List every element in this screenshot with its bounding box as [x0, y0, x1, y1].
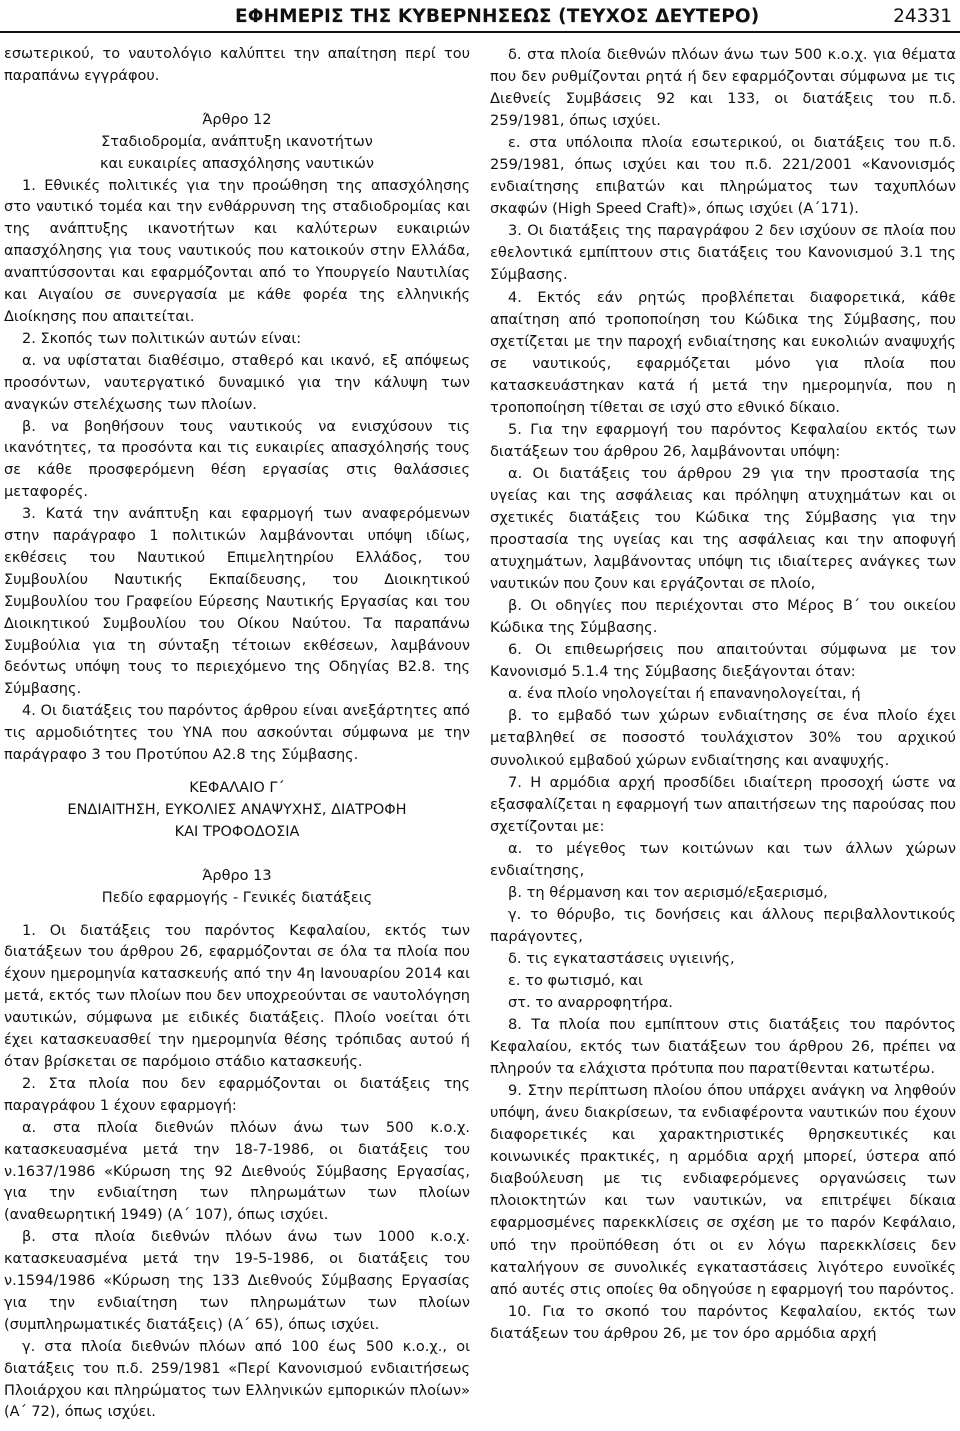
header-rule [0, 31, 960, 33]
paragraph: β. να βοηθήσουν τους ναυτικούς να ενισχύσουν τις ικανότητες, τα προσόντα και τις ευκαιρίες απασχόλησής τους σε κάθε προσφερόμενη θέση εργασίας στις θαλάσσιες μεταφορές. [4, 418, 470, 501]
chapter-heading: ΚΕΦΑΛΑΙΟ Γ΄ [189, 780, 285, 796]
paragraph: 4. Εκτός εάν ρητώς προβλέπεται διαφορετικά, κάθε απαίτηση από τροποποίηση του Κώδικα της Σύμβασης, που σχετίζεται με την παροχή ενδιαίτησης και ευκολιών αναψυχής σε ναυτικούς, εφαρμόζεται μόνο για πλοία που κατασκευάστηκαν κατά ή μετά την ημερομηνία, που η τροποποίηση τίθεται σε ισχύ στο εθνικό δίκαιο. [490, 288, 956, 416]
article-heading: Άρθρο 13 [202, 867, 272, 884]
paragraph: 9. Στην περίπτωση πλοίου όπου υπάρχει ανάγκη να ληφθούν υπόψη, άνευ διακρίσεων, τα ενδιαφέροντα ναυτικών που έχουν διαφορετικές και χαρακτηριστικές θρησκευτικές και κοινωνικές πρακτικές, η αρμόδια αρχή μπορεί, ύστερα από διαβούλευση με τις ενδιαφερόμενες οργανώσεις των πλοιοκτητών και των ναυτικών, να επιτρέψει δίκαια εφαρμοσμένες παρεκκλίσεις σε σχέση με το παρόν Κεφάλαιο, υπό την προϋπόθεση ότι οι εν λόγω παρεκκλίσεις δεν καταλήγουν σε συνολικές εγκαταστάσεις λιγότερο ευνοϊκές από αυτές στις οποίες θα οδηγούσε η εφαρμογή του παρόντος. [490, 1082, 956, 1298]
paragraph: β. το εμβαδό των χώρων ενδιαίτησης σε ένα πλοίο έχει μεταβληθεί σε ποσοστό τουλάχιστον 30% του αρχικού συνολικού εμβαδού χώρων ενδιαίτησης και αναψυχής. [490, 707, 956, 769]
article-title: Πεδίο εφαρμογής - Γενικές διατάξεις [101, 889, 373, 906]
article-title: Σταδιοδρομία, ανάπτυξη ικανοτήτων και ευκαιρίες απασχόλησης ναυτικών [100, 133, 374, 172]
paragraph: 7. Η αρμόδια αρχή προσδίδει ιδιαίτερη προσοχή ώστε να εξασφαλίζεται η εφαρμογή των απαιτήσεων της παρούσας που σχετίζονται με: [490, 773, 956, 835]
paragraph: 1. Οι διατάξεις του παρόντος Κεφαλαίου, εκτός των διατάξεων του άρθρου 26, εφαρμόζονται σε όλα τα πλοία που έχουν ημερομηνία κατασκευής από την 4η Ιανουαρίου 2014 και μετά, εκτός των πλοίων που δεν υποχρεούνται σε ναυτολόγηση ναυτικών, σύμφωνα με ειδικές διατάξεις. Πλοίο νοείται ότι έχει κατασκευασθεί την ημερομηνία θέσης τρόπιδας αυτού ή όταν βρίσκεται σε παρόμοιο στάδιο κατασκευής. [4, 922, 470, 1070]
paragraph: 2. Σκοπός των πολιτικών αυτών είναι: [22, 330, 302, 347]
paragraph: 8. Τα πλοία που εμπίπτουν στις διατάξεις του παρόντος Κεφαλαίου, εκτός των διατάξεων του άρθρου 26, πρέπει να πληρούν τα ελάχιστα πρότυπα που παρατίθενται κατωτέρω. [490, 1016, 956, 1078]
paragraph: β. Οι οδηγίες που περιέχονται στο Μέρος Β΄ του οικείου Κώδικα της Σύμβασης. [490, 597, 956, 637]
paragraph: β. στα πλοία διεθνών πλόων άνω των 1000 κ.ο.χ. κατασκευασμένα μετά την 19-5-1986, οι διατάξεις του ν.1594/1986 «Κύρωση της 133 Διεθνούς Σύμβασης Εργασίας για την ενδιαίτηση των πληρωμάτων των πλοίων (συμπληρωματικές διατάξεις) (Α΄ 65), όπως ισχύει. [4, 1229, 470, 1333]
paragraph: α. ένα πλοίο νηολογείται ή επανανηολογείται, ή [508, 685, 861, 703]
paragraph: 5. Για την εφαρμογή του παρόντος Κεφαλαίου εκτός των διατάξεων του άρθρου 26, λαμβάνονται υπόψη: [490, 420, 956, 460]
paragraph: 3. Κατά την ανάπτυξη και εφαρμογή των αναφερόμενων στην παράγραφο 1 πολιτικών λαμβάνονται υπόψη ιδίως, εκθέσεις του Ναυτικού Επιμελητηρίου Ελλάδος, του Συμβουλίου Ναυτικής Εκπαίδευσης, του Διοικητικού Συμβουλίου του Γραφείου Εύρεσης Ναυτικής Εργασίας και του Διοικητικού Συμβουλίου του Οίκου Ναύτου. Τα παραπάνω Συμβούλια για τη σύνταξη τέτοιων εκθέσεων, λαμβάνουν δεόντως υπόψη τους το περιεχόμενο της Οδηγίας Β2.8. της Σύμβασης. [4, 506, 470, 698]
paragraph: 6. Οι επιθεωρήσεις που απαιτούνται σύμφωνα με τον Κανονισμό 5.1.4 της Σύμβασης διεξάγονται όταν: [490, 641, 956, 681]
gazette-title: ΕΦΗΜΕΡΙΣ ΤΗΣ ΚΥΒΕΡΝΗΣΕΩΣ (ΤΕΥΧΟΣ ΔΕΥΤΕΡΟ) [235, 6, 760, 27]
paragraph: 10. Για το σκοπό του παρόντος Κεφαλαίου, εκτός των διατάξεων του άρθρου 26, με τον όρο αρμόδια αρχή [490, 1302, 956, 1342]
paragraph: ε. το φωτισμό, και [508, 971, 643, 989]
paragraph: 3. Οι διατάξεις της παραγράφου 2 δεν ισχύουν σε πλοία που εθελοντικά εμπίπτουν στις διατάξεις του Κανονισμού 3.1 της Σύμβασης. [490, 222, 956, 284]
paragraph: δ. τις εγκαταστάσεις υγιεινής, [508, 949, 735, 967]
right-column [490, 44, 956, 1345]
paragraph: στ. το αναρροφητήρα. [508, 994, 673, 1012]
paragraph: 1. Εθνικές πολιτικές για την προώθηση της απασχόλησης στο ναυτικό τομέα και την ενθάρρυνση της σταδιοδρομίας και της ανάπτυξης ικανοτήτων και καλύτερων ευκαιριών απασχόλησης για τους ναυτικούς που κατοικούν στην Ελλάδα, αναπτύσσονται και εφαρμόζονται από το Υπουργείο Ναυτιλίας και Αιγαίου σε συνεργασία με κάθε φορέα της ελληνικής Διοίκησης που απαιτείται. [4, 177, 470, 325]
paragraph: α. το μέγεθος των κοιτώνων και των άλλων χώρων ενδιαίτησης, [490, 839, 956, 879]
paragraph: γ. στα πλοία διεθνών πλόων από 100 έως 500 κ.ο.χ., οι διατάξεις του π.δ. 259/1981 «Περί Κανονισμού ενδιαιτήσεως Πλοιάρχου και πληρώματος των Ελληνικών εμπορικών πλοίων» (Α΄ 72), όπως ισχύει. [4, 1338, 470, 1421]
page-number: 24331 [893, 6, 952, 27]
paragraph: α. Οι διατάξεις του άρθρου 29 για την προστασία της υγείας και της ασφάλειας και πρόληψη ατυχημάτων και οι σχετικές διατάξεις του Κώδικα της Σύμβασης για την προστασία της υγείας και της ασφάλειας και την αποφυγή ατυχημάτων, λαμβάνοντας υπόψη τις ιδιαίτερες ανάγκες των ναυτικών που ζουν και εργάζονται σε πλοίο, [490, 464, 956, 593]
paragraph: δ. στα πλοία διεθνών πλόων άνω των 500 κ.ο.χ. για θέματα που δεν ρυθμίζονται ρητά ή δεν εφαρμόζονται σύμφωνα με τις Διεθνείς Συμβάσεις 92 και 133, οι διατάξεις του π.δ. 259/1981, όπως ισχύει. [490, 46, 956, 130]
paragraph: 2. Στα πλοία που δεν εφαρμόζονται οι διατάξεις της παραγράφου 1 έχουν εφαρμογή: [4, 1075, 470, 1114]
paragraph: εσωτερικού, το ναυτολόγιο καλύπτει την απαίτηση περί του παραπάνω εγγράφου. [4, 46, 470, 84]
paragraph: γ. το θόρυβο, τις δονήσεις και άλλους περιβαλλοντικούς παράγοντες, [490, 905, 956, 945]
paragraph: β. τη θέρμανση και τον αερισμό/εξαερισμό, [508, 883, 828, 901]
chapter-title: ΕΝΔΙΑΙΤΗΣΗ, ΕΥΚΟΛΙΕΣ ΑΝΑΨΥΧΗΣ, ΔΙΑΤΡΟΦΗ ΚΑΙ ΤΡΟΦΟΔΟΣΙΑ [67, 801, 407, 840]
paragraph: α. στα πλοία διεθνών πλόων άνω των 500 κ.ο.χ. κατασκευασμένα μετά την 18-7-1986, οι διατάξεις του ν.1637/1986 «Κύρωση της 92 Διεθνούς Σύμβασης Εργασίας, για την ενδιαίτηση των πληρωμάτων των πλοίων (αναθεωρητική 1949) (Α΄ 107), όπως ισχύει. [4, 1119, 470, 1224]
page-header [0, 0, 960, 34]
paragraph: α. να υφίσταται διαθέσιμο, σταθερό και ικανό, εξ απόψεως προσόντων, ναυτεργατικό δυναμικό για την κάλυψη των αναγκών στελέχωσης των πλοίων. [4, 352, 470, 413]
paragraph: 4. Οι διατάξεις του παρόντος άρθρου είναι ανεξάρτητες από τις αρμοδιότητες του ΥΝΑ που ασκούνται σύμφωνα με την παράγραφο 3 του Προτύπου Α2.8 της Σύμβασης. [4, 703, 470, 764]
left-column [4, 44, 470, 1424]
article-heading: Άρθρο 12 [202, 111, 272, 128]
paragraph: ε. στα υπόλοιπα πλοία εσωτερικού, οι διατάξεις του π.δ. 259/1981, όπως ισχύει και του π.δ. 221/2001 «Κανονισμός ενδιαίτησης επιβατών και πληρώματος των ταχυπλόων σκαφών (High Speed Craft)», όπως ισχύει (Α΄171). [490, 134, 956, 218]
